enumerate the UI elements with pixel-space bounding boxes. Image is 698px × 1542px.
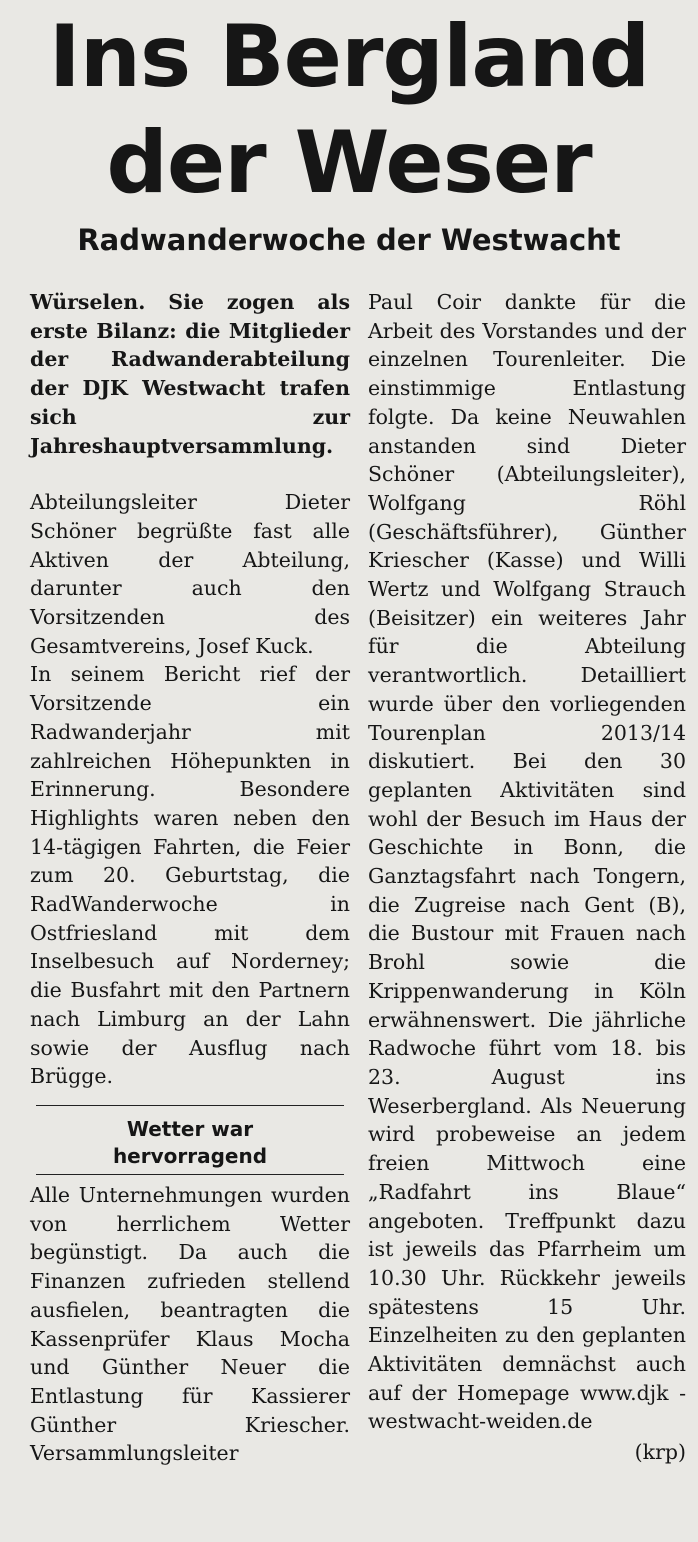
lead-paragraph: Würselen. Sie zogen als erste Bilanz: die Mitglieder der Radwanderabteilung der DJK Westwacht trafen sich zur Jahreshauptversammlung. (30, 290, 350, 458)
divider-bottom (36, 1174, 344, 1175)
article-column-right (368, 288, 686, 1467)
headline-line-1: Ins Bergland (48, 7, 650, 107)
author-signature: (krp) (634, 1440, 686, 1465)
headline-line-2: der Weser (106, 113, 592, 213)
body-paragraph-4: Paul Coir dankte für die Arbeit des Vorstandes und der einzelnen Tourenleiter. Die einstimmige Entlastung folgte. Da keine Neuwahlen anstanden sind Dieter Schöner (Abteilungsleiter), Wolfgang Röhl (Geschäftsführer), Günther Kriescher (Kasse) und Willi Wertz und Wolfgang Strauch (Beisitzer) ein weiteres Jahr für die Abteilung verantwortlich. Detailliert wurde über den vorliegenden Tourenplan 2013/14 diskutiert. Bei den 30 geplanten Aktivitäten sind wohl der Besuch im Haus der Geschichte in Bonn, die Ganztagsfahrt nach Tongern, die Zugreise nach Gent (B), die Bustour mit Frauen nach Brohl sowie die Krippenwanderung in Köln erwähnenswert. Die jährliche Radwoche führt vom 18. bis 23. August ins Weserbergland. Als Neuerung wird probeweise an jedem freien Mittwoch eine „Radfahrt ins Blaue“ angeboten. Treffpunkt dazu ist jeweils das Pfarrheim um 10.30 Uhr. Rückkehr jeweils spätestens 15 Uhr. Einzelheiten zu den geplanten Aktivitäten demnächst auch auf der Homepage www.djk - westwacht-weiden.de (368, 290, 686, 1434)
article-column-left (30, 288, 350, 1468)
body-paragraph-3: Alle Unternehmungen wurden von herrlichem Wetter begünstigt. Da auch die Finanzen zufrieden stellend ausfielen, beantragten die Kassenprüfer Klaus Mocha und Günther Neuer die Entlastung für Kassierer Günther Kriescher. Versammlungsleiter (30, 1182, 350, 1466)
headline (0, 4, 698, 216)
section-heading (30, 1116, 350, 1170)
section-heading-line-1: Wetter war (126, 1116, 254, 1141)
section-heading-line-2: hervorragend (112, 1143, 268, 1168)
divider-top (36, 1105, 344, 1106)
body-paragraph-1: Abteilungsleiter Dieter Schöner begrüßte fast alle Aktiven der Abteilung, darunter auch den Vorsitzenden des Gesamtvereins, Josef Kuck. (30, 490, 350, 658)
body-paragraph-2: In seinem Bericht rief der Vorsitzende ein Radwanderjahr mit zahlreichen Höhepunkten in Erinnerung. Besondere Highlights waren neben den 14-tägigen Fahrten, die Feier zum 20. Geburtstag, die RadWanderwoche in Ostfriesland mit dem Inselbesuch auf Norderney; die Busfahrt mit den Partnern nach Limburg an der Lahn sowie der Ausflug nach Brügge. (30, 662, 350, 1089)
subheadline: Radwanderwoche der Westwacht (77, 223, 621, 257)
